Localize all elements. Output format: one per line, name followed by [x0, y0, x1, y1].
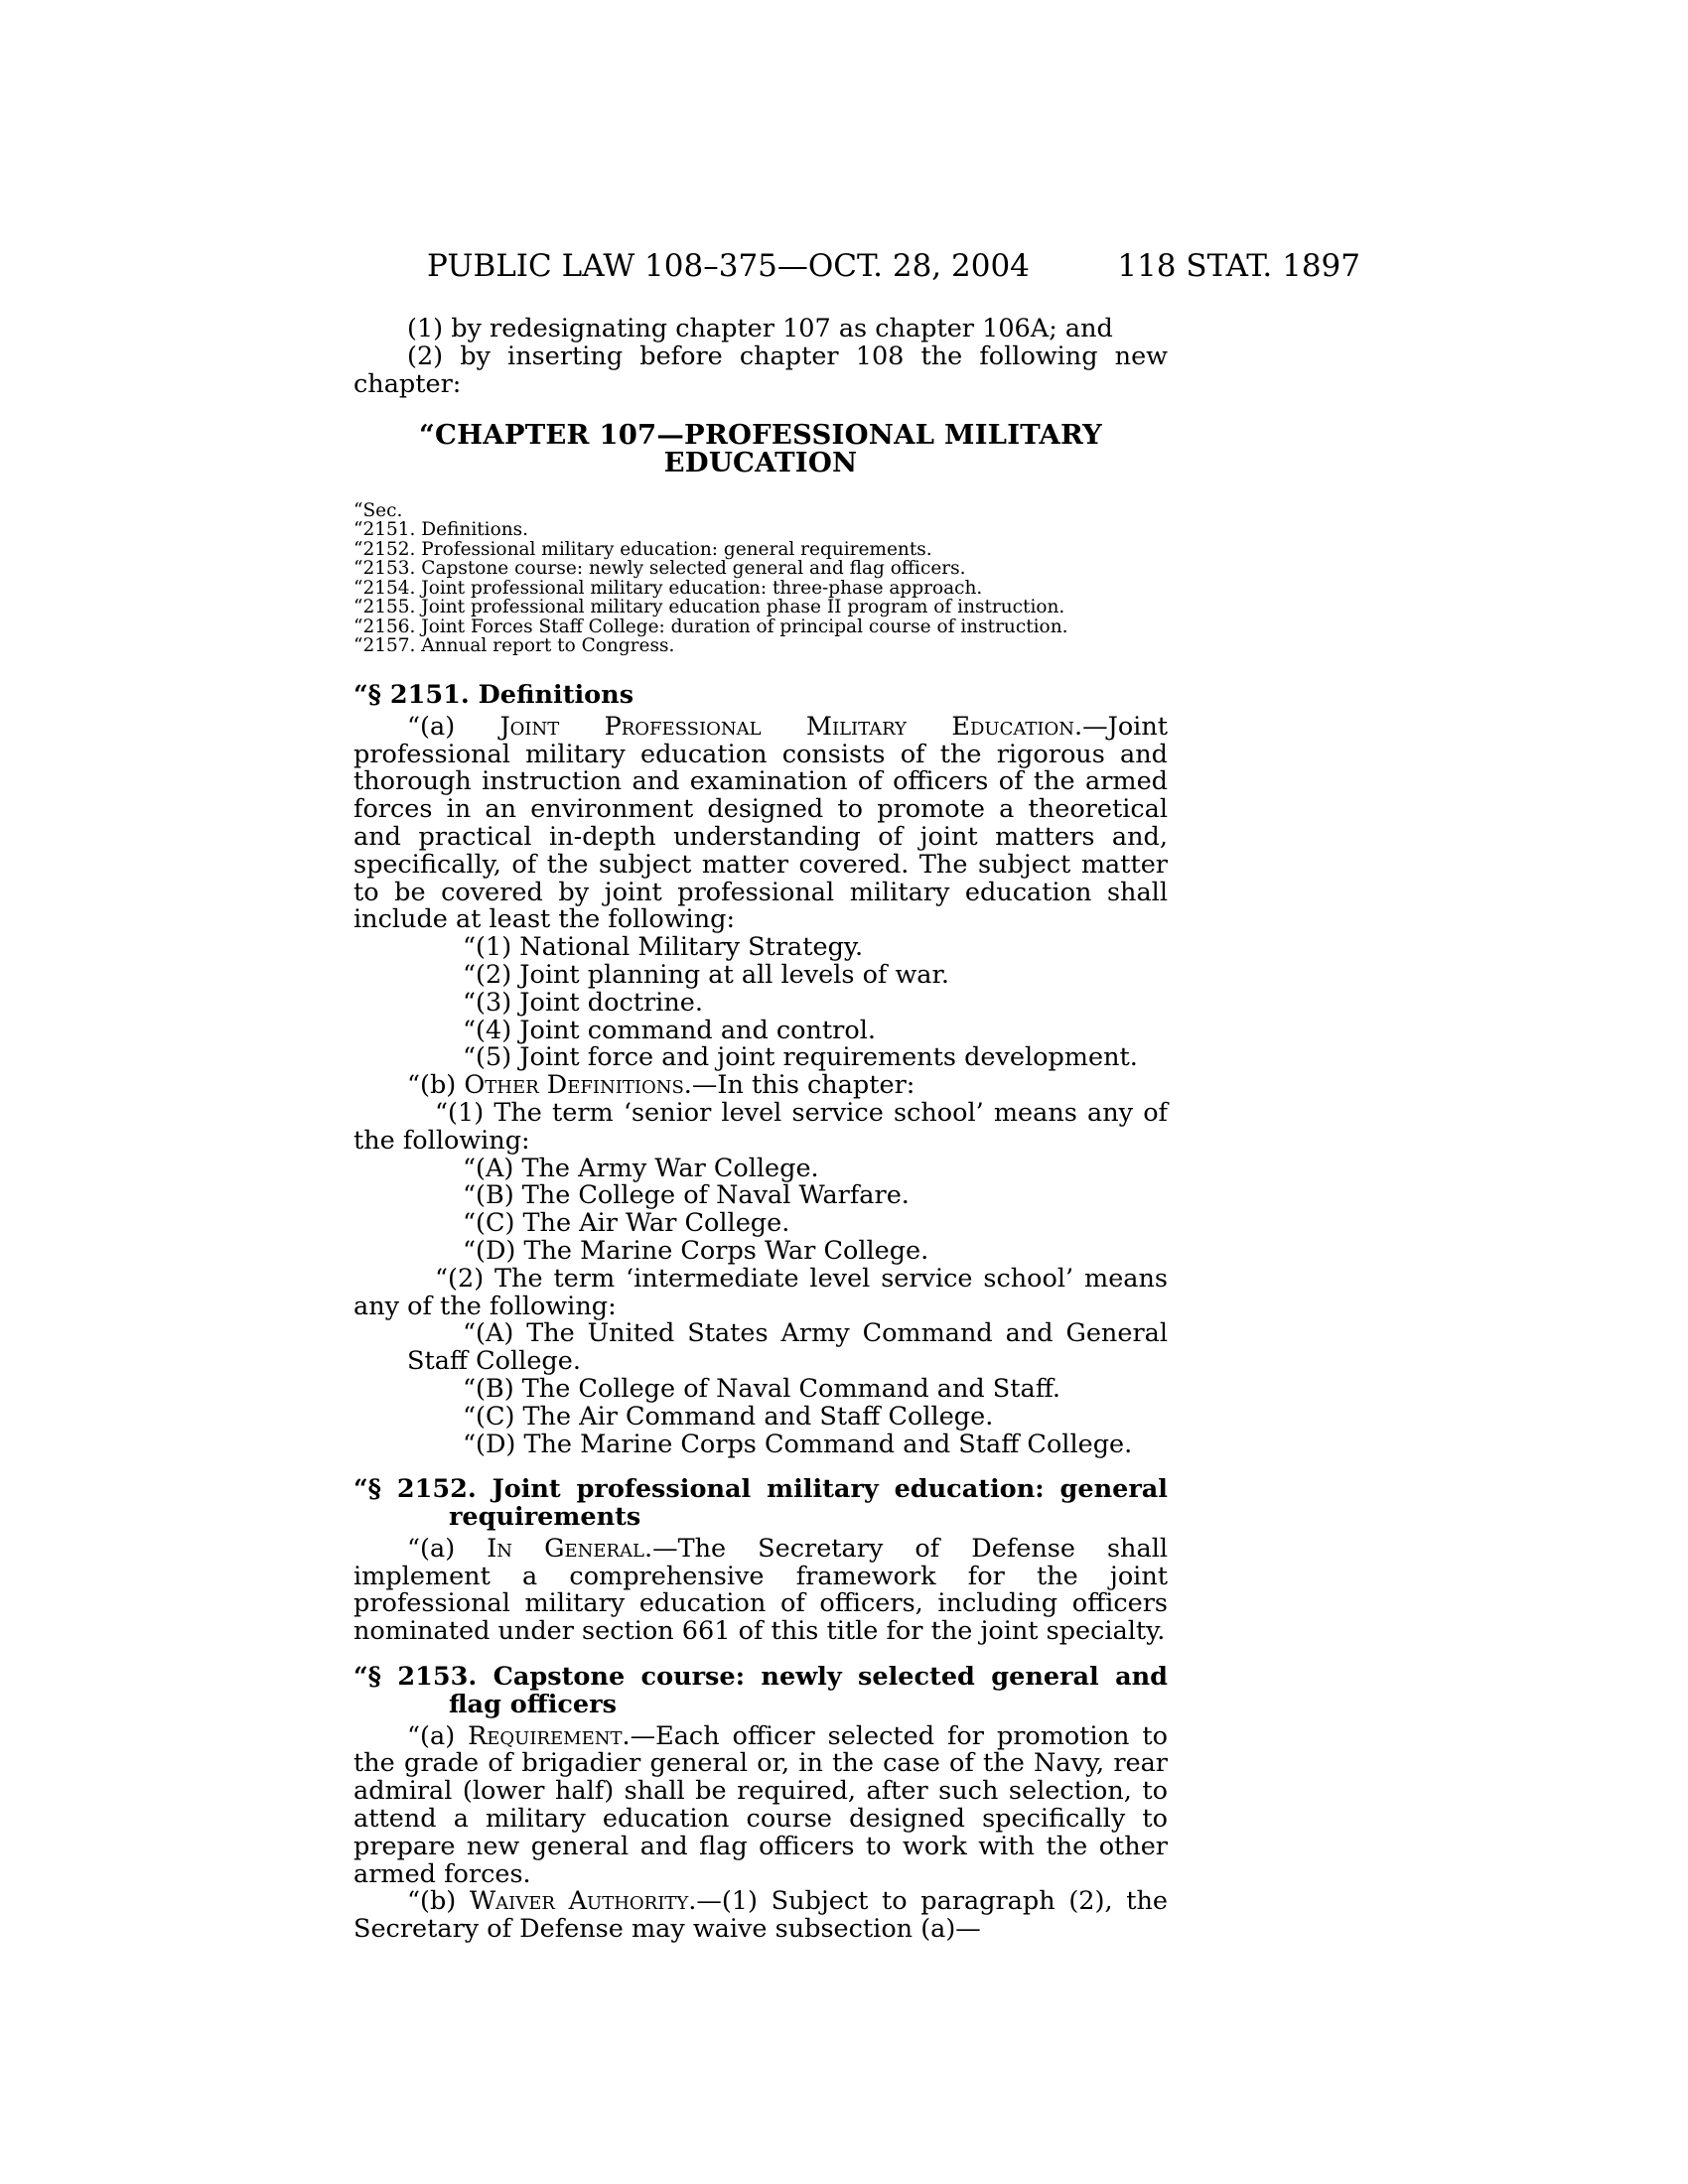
list-item: “(5) Joint force and joint requirements development.: [463, 1042, 1138, 1073]
subsection-text: .—Each officer selected for promotion to the grade of brigadier general or, in the case of the Navy, rear admiral (lower half) shall be required, after such selection, to attend a military education course designed specifically to prepare new general and flag officers to work with the other armed forces.: [353, 1720, 1168, 1889]
toc-entry: “2152. Professional military education: general requirements.: [353, 538, 932, 560]
section-2152-heading: “§ 2152. Joint professional military education: general requirements: [353, 1474, 1168, 1533]
list-item: “(2) Joint planning at all levels of war.: [463, 959, 949, 990]
list-item: “(4) Joint command and control.: [463, 1015, 876, 1045]
section-2151-heading: “§ 2151. Definitions: [353, 679, 634, 710]
subsection-caption: Waiver Authority: [469, 1886, 689, 1917]
s2151-paragraph-b2: “(2) The term ‘intermediate level service school’ means any of the following:: [353, 1263, 1168, 1321]
running-header: [0, 248, 1688, 288]
intro-item-1: (1) by redesignating chapter 107 as chapter 106A; and: [407, 314, 1113, 343]
s2152-subsection-a: [353, 1533, 1168, 1647]
subsection-label: “(b): [407, 1886, 470, 1917]
list-item: “(B) The College of Naval Warfare.: [463, 1180, 910, 1211]
subsection-label: “(a): [407, 711, 500, 742]
body-text: [353, 316, 1168, 1944]
s2153-subsection-b: [353, 1888, 1168, 1944]
subsection-caption: Joint Professional Military Education: [499, 711, 1074, 742]
subsection-caption: Other Definitions: [464, 1070, 684, 1101]
intro-item-2: (2) by inserting before chapter 108 the following new chapter:: [353, 341, 1168, 399]
subsection-label: “(a): [407, 1720, 469, 1751]
toc-entry: “Sec.: [353, 499, 403, 521]
s2153-subsection-a: [353, 1720, 1168, 1889]
toc-entry: “2153. Capstone course: newly selected general and flag officers.: [353, 558, 966, 580]
subsection-label: “(b): [407, 1070, 465, 1101]
section-2153-heading: “§ 2153. Capstone course: newly selected general and flag officers: [353, 1662, 1168, 1719]
toc-entry: “2157. Annual report to Congress.: [353, 635, 675, 657]
table-of-contents: [353, 501, 1168, 656]
list-item: “(1) National Military Strategy.: [463, 932, 864, 963]
toc-entry: “2155. Joint professional military education phase II program of instruction.: [353, 597, 1065, 618]
list-item: “(D) The Marine Corps War College.: [463, 1235, 929, 1266]
subsection-caption: Requirement: [468, 1720, 623, 1751]
list-item: “(D) The Marine Corps Command and Staff College.: [463, 1429, 1133, 1459]
toc-entry: “2154. Joint professional military education: three-phase approach.: [353, 577, 983, 599]
list-item: “(C) The Air War College.: [463, 1208, 790, 1239]
header-statute-page: 118 STAT. 1897: [1117, 248, 1360, 284]
list-item: “(B) The College of Naval Command and Staff.: [463, 1373, 1061, 1404]
subsection-text: .—In this chapter:: [683, 1070, 915, 1101]
toc-entry: “2151. Definitions.: [353, 519, 529, 541]
list-item: “(A) The United States Army Command and General Staff College.: [407, 1318, 1168, 1377]
list-item: “(A) The Army War College.: [463, 1153, 819, 1183]
subsection-text: .—(1) Subject to paragraph (2), the Secretary of Defense may waive subsection (a)—: [353, 1886, 1168, 1945]
subsection-text: .—The Secretary of Defense shall implement a comprehensive framework for the joint professional military education of officers, including officers nominated under section 661 of this title for the joint specialty.: [353, 1533, 1168, 1647]
chapter-title: “CHAPTER 107—PROFESSIONAL MILITARY EDUCATION: [419, 419, 1102, 479]
s2151-subsection-b: [353, 1072, 1168, 1100]
toc-entry: “2156. Joint Forces Staff College: duration of principal course of instruction.: [353, 615, 1068, 637]
header-public-law: PUBLIC LAW 108–375—OCT. 28, 2004: [427, 248, 1030, 284]
list-item: “(3) Joint doctrine.: [463, 987, 703, 1018]
subsection-label: “(a): [407, 1533, 488, 1564]
list-item: “(C) The Air Command and Staff College.: [463, 1401, 994, 1432]
subsection-text: .—Joint professional military education consists of the rigorous and thorough instruction and examination of officers of the armed forces in an environment designed to promote a theoretical and practical in-depth understanding of joint matters and, specifically, of the subject matter covered. The subject matter to be covered by joint professional military education shall include at least the following:: [353, 711, 1168, 935]
s2151-paragraph-b1: “(1) The term ‘senior level service school’ means any of the following:: [353, 1097, 1168, 1156]
s2151-subsection-a: [353, 711, 1168, 935]
subsection-caption: In General: [487, 1533, 644, 1564]
